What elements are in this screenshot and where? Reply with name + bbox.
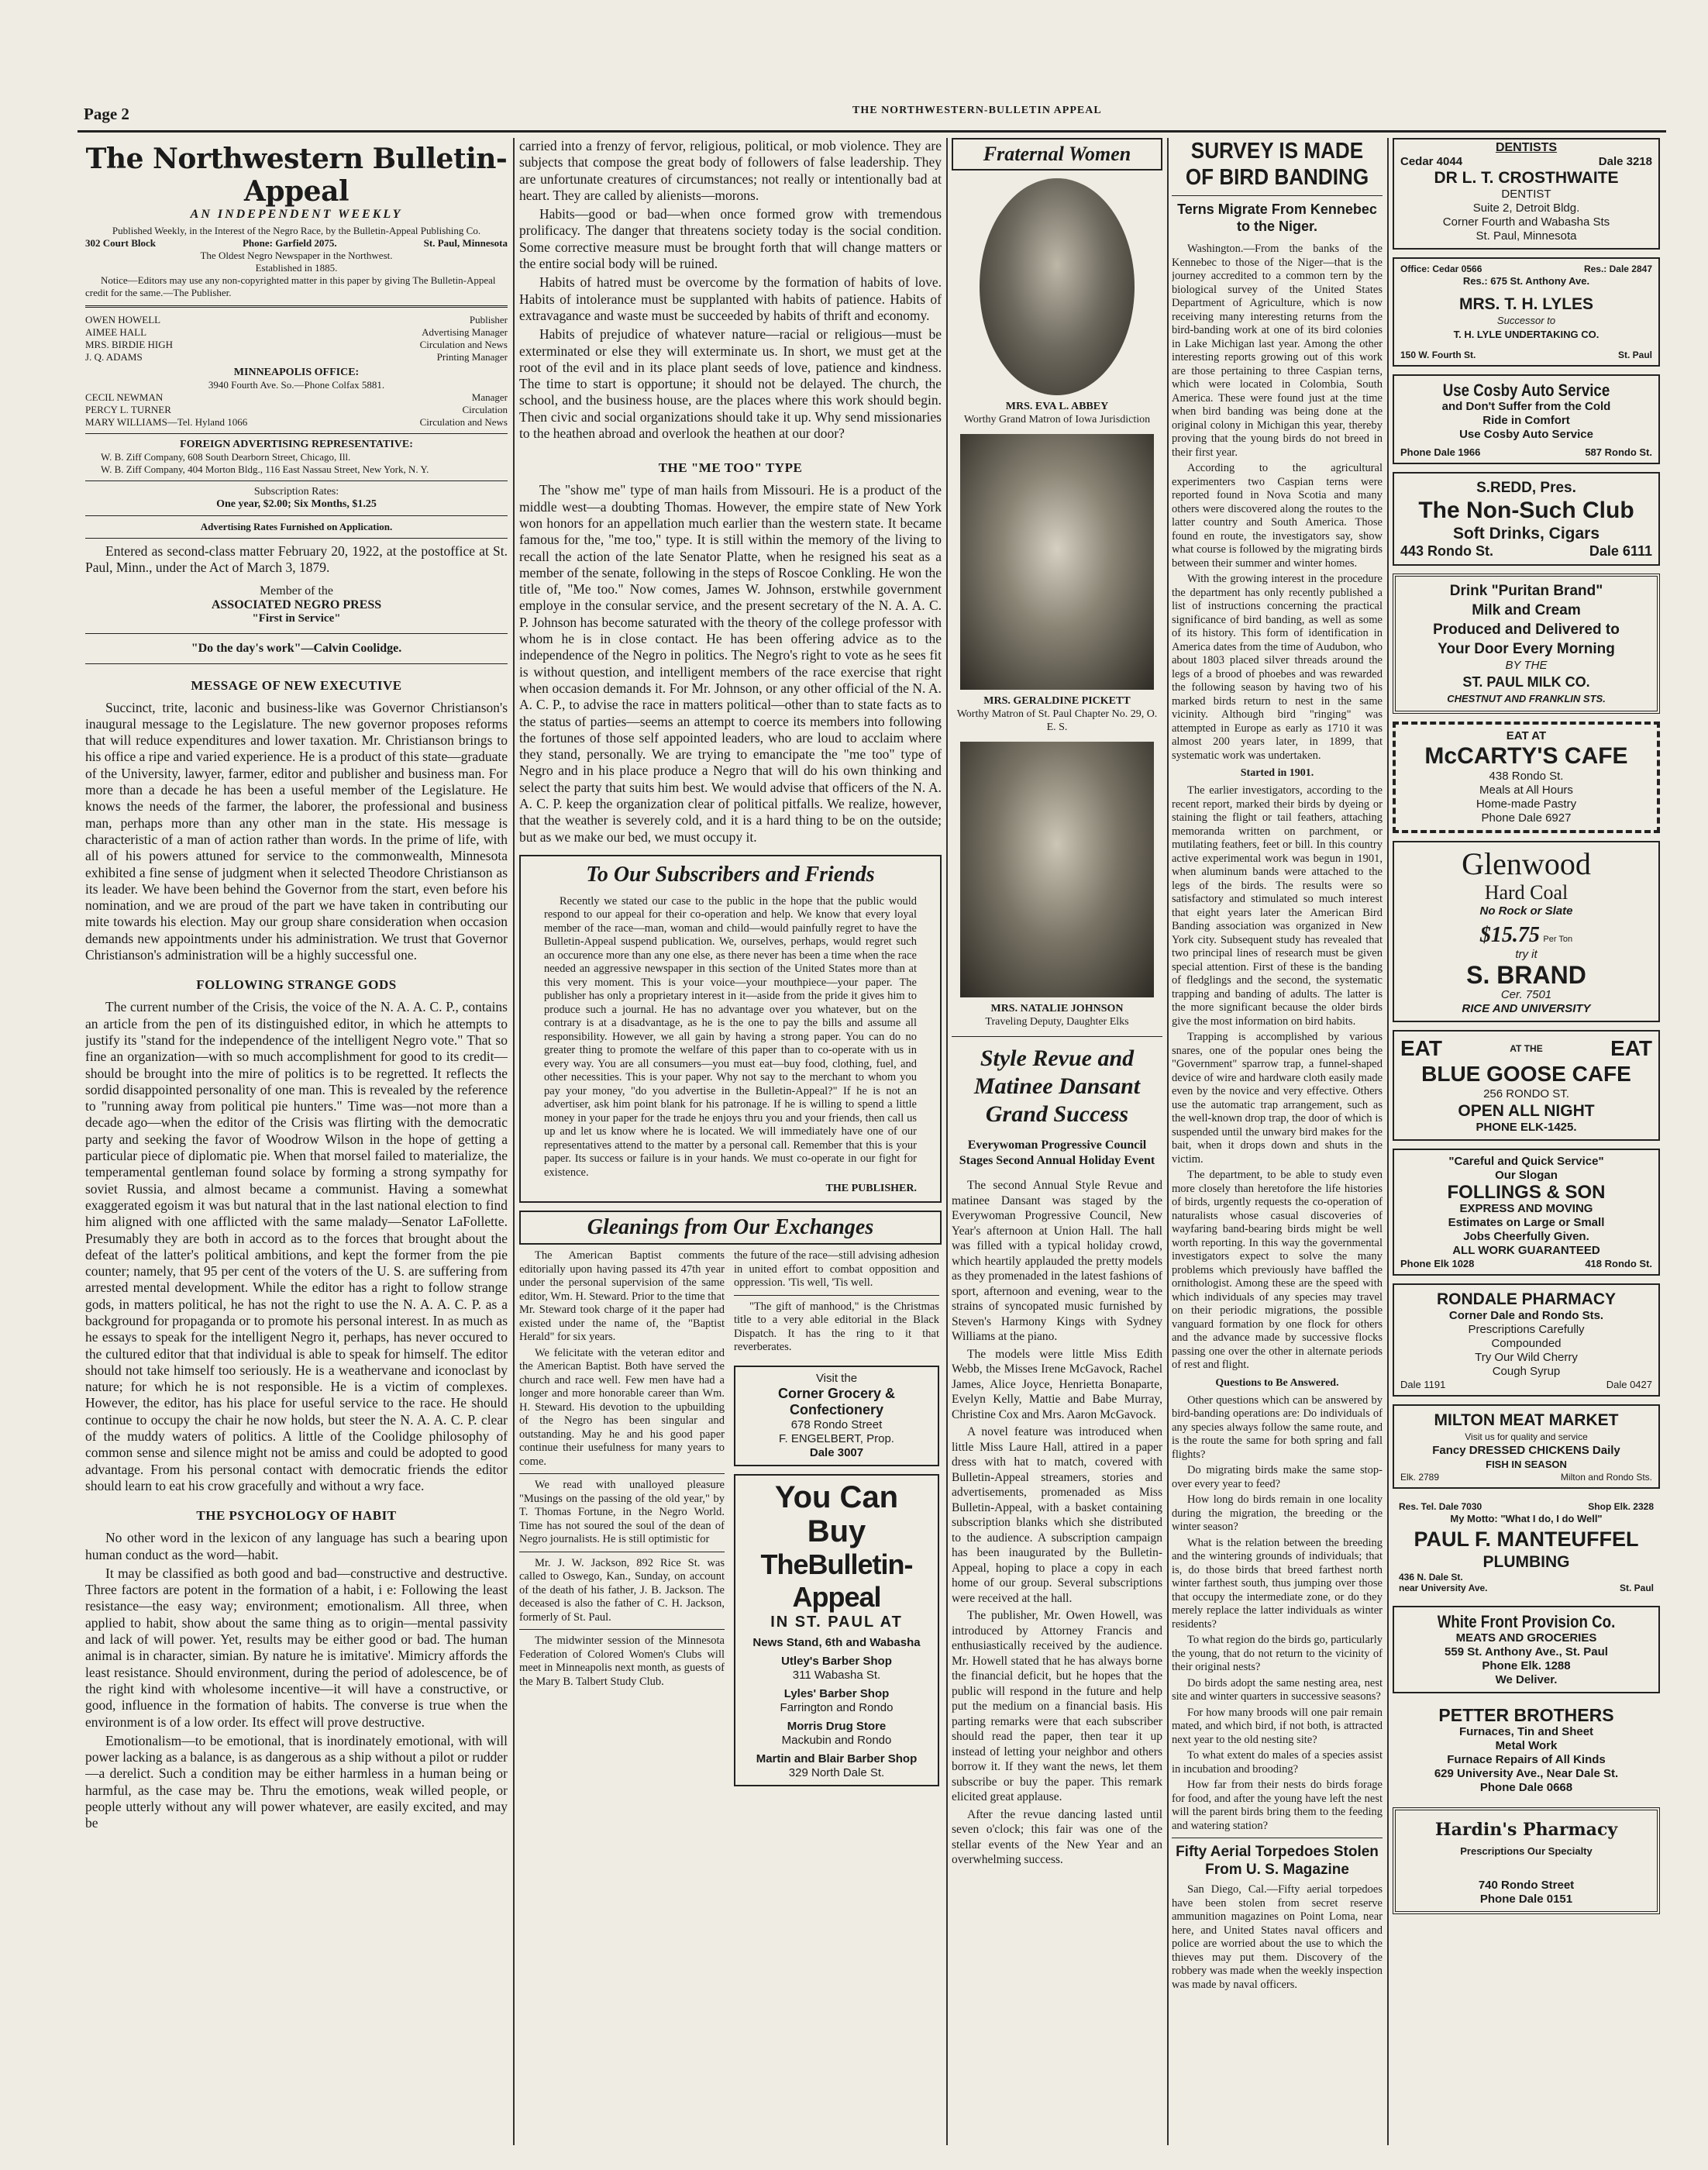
rule: [1172, 195, 1383, 196]
bird-banding-paragraph: How far from their nests do birds forage for food, and after the young have left the nest will the parent birds bring them to the feeding and watering station?: [1172, 1779, 1383, 1832]
minneapolis-address: 3940 Fourth Ave. So.—Phone Colfax 5881.: [208, 379, 385, 391]
foreign-line: W. B. Ziff Company, 608 South Dearborn Street, Chicago, Ill.: [101, 451, 351, 463]
subscribers-signature: THE PUBLISHER.: [825, 1183, 917, 1195]
member-line: Member of the: [259, 584, 334, 598]
editorial-paragraph: The "show me" type of man hails from Missouri. He is a product of the middle west—a doubting Thomas. However, the empire state of New York won honors for an appellation much earlier than the western state. It became famous for the, "me too," type. It is still within the memory of the living to recall the action of the late Senator Platte, when he resigned his seat as a member of the senate, following in the steps of Roscoe Conkling. He won the title of, "Me too." Now comes, James W. Johnson, erstwhile government employe in the consular service, and the present secretary of the N. A. A. C. P. Johnson has become saturated with the theory of the college professor with whom he is in close contact. He has been offering advice as to the independence of the Negro in politics. The Negro's right to vote as he sees fit is without question, and intelligent members of the race exercise that right when occasion demands it. For Mr. Johnson, or any other official of the N. A. A. C. P., to advise the race in matters political—other than to state facts as to the status of parties—seems an attempt to coerce its members into following the fortunes of those self appointed leaders, who are loud to acclaim where they stand, personally. We are trying to emancipate the "me too" type of Negro and in his place produce a Negro that will do his own thinking and select the party that suits him best. We would advise that officers of the N. A. A. C. P. keep the organization clear of political pitfalls. We realize, however, that the weather is severely cold, and it is a hard thing to be on the outside; but as we make our bed, we must occupy it.: [519, 482, 942, 845]
cosby-title: Use Cosby Auto Service: [1442, 381, 1610, 400]
editorial-paragraph: Succinct, trite, laconic and business-like was Governor Christianson's inaugural message to the Legislature. The new governor proposes reforms that will reduce expenditures and lower taxation. Mr. Christianson brings to his office a ripe and varied experience. He is a product of this state—graduate of the University, lawyer, farmer, editor and publisher and business man. For more than a decade he has been a useful member of the Legislature. He knows the needs of the farmer, the laborer, the professional and business man, perhaps more than any other man in the state. His message is characteristic of a man of action rather than words. In the prime of life, with all of his powers attuned for service to the commonwealth, Minnesota exhibited a fine sense of judgment when it selected Theodore Christianson as its leader. We have been behind the Governor from the start, even before his nomination, and we are proud of the part we have taken in contributing our mite towards his election. May our group share consideration when occasion demands new appointments under his administration. We trust that Governor Christianson's administration will be a highly successful one.: [85, 699, 508, 963]
masthead-subtitle: AN INDEPENDENT WEEKLY: [190, 208, 403, 221]
bird-banding-paragraph: With the growing interest in the procedure the department has only recently published a list of instructions concerning the practical significance of bird banding, as well as some of its history. This form of identification in America dates from the time of Audubon, who about 1803 placed silver threads around the legs of a brood of phoebes and was rewarded the following season by having two of his marked birds return to nest in the same vicinity. Although bird "ringing" was attempted in Europe as early as 1710 it was almost 200 years later, in 1899, that systematic work was undertaken.: [1172, 573, 1383, 762]
photo-caption: MRS. GERALDINE PICKETT Worthy Matron of St. Paul Chapter No. 29, O. E. S.: [956, 695, 1158, 733]
buy-line: TheBulletin-Appeal: [760, 1548, 913, 1613]
fraternal-women-box: [952, 138, 1162, 170]
glenwood-coal-ad: Glenwood Hard Coal No Rock or Slate $15.75 Per Ton try it S. BRAND Cer. 7501 RICE AND UNIVERSITY: [1393, 841, 1660, 1022]
buy-line: You Can Buy: [774, 1479, 899, 1548]
bird-banding-subtitle: Terns Migrate From Kennebec to the Niger.: [1177, 202, 1377, 234]
buy-location: 311 Wabasha St.: [792, 1668, 881, 1682]
corner-grocery-ad: Visit the Corner Grocery & Confectionery 678 Rondo Street F. ENGELBERT, Prop. Dale 3007: [734, 1366, 939, 1466]
buy-location: Utley's Barber Shop: [781, 1654, 892, 1668]
running-title: THE NORTHWESTERN-BULLETIN APPEAL: [852, 105, 1102, 116]
staff-row: AIMEE HALL Advertising Manager: [85, 326, 508, 338]
bird-banding-paragraph: The earlier investigators, according to the recent report, marked their birds by dyeing or staining the flight or tail feathers, attaching memoranda written on parchment, or mutilating feathers, feet or bill. In this country active experimental work was begun in 1901, when aluminum bands were attached to the legs of the birds. The results were so satisfactory and stimulated so much interest that eight years later the American Bird Banding association was organized in New York city. Subsequent study has revealed that two principal lines of research must be given special attention. First of these is the banding of fledglings and the second, the systematic trapping and banding of adults. The latter is the more significant because the older birds give the most information on bird habits.: [1172, 784, 1383, 1028]
staff-list: [85, 314, 508, 363]
blue-goose-cafe-ad: EAT AT THE EAT BLUE GOOSE CAFE 256 RONDO ST. OPEN ALL NIGHT PHONE ELK-1425.: [1393, 1030, 1660, 1141]
column-rule: [1387, 138, 1389, 2145]
motto: "Do the day's work"—Calvin Coolidge.: [191, 641, 402, 655]
milk-company: ST. PAUL MILK CO.: [1462, 674, 1590, 690]
dentist-ad: DENTISTS Cedar 4044 Dale 3218 DR L. T. CROSTHWAITE DENTIST Suite 2, Detroit Bldg. Corner Fourth and Wabasha Sts St. Paul, Minnesota: [1393, 138, 1660, 250]
glenwood-price: $15.75: [1479, 923, 1540, 947]
gleaning-item: "The gift of manhood," is the Christmas title to a very able editorial in the Black Dispatch. It has the ring to it that reverberates.: [734, 1300, 939, 1354]
gleaning-item: We read with unalloyed pleasure "Musings on the passing of the old year," by T. Thomas Fortune, in the Negro World. Time has not soured the soul of the dean of Negro journalists. He is still optimistic for: [519, 1479, 725, 1546]
subhead: Questions to Be Answered.: [1215, 1376, 1339, 1389]
torpedoes-title: Fifty Aerial Torpedoes Stolen From U. S. Magazine: [1176, 1844, 1379, 1878]
glenwood-name: Glenwood: [1462, 846, 1591, 881]
style-revue-paragraph: A novel feature was introduced when little Miss Laure Hall, attired in a paper dress with hat to match, covered with Bulletin-Appeal streamers, stories and advertisements, promenaded as Miss Bulletin-Appeal, with a basket containing subscription blanks which she distributed to the audience. A subscription campaign has been inaugurated by the Bulletin-Appeal, hoping to place a copy in each home of our group. Several subscriptions were received at the hall.: [952, 1425, 1162, 1605]
gleaning-item: We felicitate with the veteran editor and the American Baptist. Both have served the church and race well. Few men have had a longer and more honorable career than Wm. H. Steward. His devotion to the upbuilding of the Negro has been singular and outstanding. May he and his good paper continue their usefulness for many years to come.: [519, 1346, 725, 1468]
column-2: [519, 138, 942, 2141]
established: Established in 1885.: [255, 262, 338, 274]
follings-ad: "Careful and Quick Service" Our Slogan FOLLINGS & SON EXPRESS AND MOVING Estimates on Large or Small Jobs Cheerfully Given. ALL WORK GUARANTEED Phone Elk 1028 418 Rondo St.: [1393, 1149, 1660, 1276]
gleanings-columns: [519, 1249, 942, 1794]
nonsuch-club-ad: S.REDD, Pres. The Non-Such Club Soft Drinks, Cigars 443 Rondo St. Dale 6111: [1393, 472, 1660, 566]
style-revue-subtitle: Everywoman Progressive Council Stages Second Annual Holiday Event: [959, 1138, 1155, 1167]
minneapolis-head: MINNEAPOLIS OFFICE:: [233, 367, 360, 378]
gleaning-item: Mr. J. W. Jackson, 892 Rice St. was called to Oswego, Kan., Sunday, on account of the death of his father, J. B. Jackson. The deceased is also the father of C. H. Jackson, formerly of St. Paul.: [519, 1556, 725, 1624]
fraternal-women-title: Fraternal Women: [983, 143, 1131, 165]
advertising-rates: Advertising Rates Furnished on Application.: [200, 521, 393, 532]
staff-row: CECIL NEWMAN Manager: [85, 391, 508, 403]
rule: [519, 1473, 725, 1474]
subscribers-text: Recently we stated our case to the public in the hope that the public would respond to our appeal for their co-operation and help. We know that every loyal member of the race—man, woman and child—would painfully regret to have the Bulletin-Appeal suspend publication. We, ourselves, perhaps, would regret such an occurence more than any one else, as there never has been a time when the race needed an aggressive newspaper in this section of the United States more than at this very moment. This is your voice—your mouthpiece—your paper. The publisher has only a proprietary interest in it—aside from the pride it gives him to produce such a journal. He has no advantage over you whatever, but on the contrary is at a disadvantage, as he is the one to pay the bills and assume all responsibility. However, we all gain by having a strong paper. You can do no greater thing to promote the welfare of this paper than to co-operate with us in every way. You are all consumers—you must eat—buy food, clothing, fuel, and other necessities. This is your paper. Why not say to the merchant to whom you pay your money, "do you advertise in the Bulletin-Appeal?" If he is not an advertiser, ask him point blank for his patronage. If he is willing to spend a little money in your paper for the trade he enjoys thru you and your friends, then call us up and let us know where he is located. We will immediately have one of our representatives attend to the matter by a personal call. Remember that this is your paper. Its success or failure is in your hands. We must co-operate in our fight for existence.: [544, 894, 917, 1179]
buy-location: Mackubin and Rondo: [781, 1733, 892, 1747]
bird-banding-paragraph: Do birds adopt the same nesting area, nest site and winter quarters in successive seasons?: [1172, 1676, 1383, 1703]
entered-notice: Entered as second-class matter February 20, 1922, at the postoffice at St. Paul, Minn., under the Act of March 3, 1879.: [85, 543, 508, 576]
editorial-paragraph: The current number of the Crisis, the voice of the N. A. A. C. P., contains an article from the pen of its distinguished editor, in which he attempts to justify its "stand for the independence of the intelligent Negro vote." That so fine an organization—with so much accomplishment for good to its credit—should be brought into the mire of politics is to be regretted. It reflects the sordid disappointed personality of one man. This is revealed by the reference to "running away from political pie hunters." Time was—not more than a decade ago—when the editor of the Crisis was flirting with the democratic party and seeking the favor of Woodrow Wilson in the hope of getting a particular piece of diplomatic pie. When that morsel failed to materialize, the temperamental gentleman found solace by forming a strong sympathy for soviet Russia, and almost became a communist. Having a somewhat exaggerated egoism it was but natural that in the last national election to find him aligned with one afflicted with the same malady—Senator LaFollette. Presumably they are both in accord as to the forces that brought about the defeat of the latter's political ambitions, and kept the former from the pie counter; namely, that 95 per cent of the voters of the U. S. are suffering from arrested mental development. While the editor has a right to follow strange gods, in matters political, he has not the right to use the N. A. A. C. P. as a background for propaganda or to promote his personal interest. In as much as he essays to speak for the intelligent Negro it, perhaps, has never occured to the cultured editor that that individual is able to speak for himself. The editor should not take himself too seriously. He is a weathervane and iconoclast by nature; for which he is not responsible. He is a victim of complexes. However, the editor, has his place for useful service to the race. He should continue to occupy the chair he now holds, but steer the N. A. A. C. P. clear of the muddy waters of politics. A little of the Coolidge philosophy of common sense and silence might not be amiss and could be adopted to good advantage. From his personal contact with democratic friends the editor should learn to eat his crow gracefully and without a wry face.: [85, 999, 508, 1493]
editorial-paragraph: Habits of prejudice of whatever nature—racial or religious—must be exterminated or else they will exterminate us. In short, we must get at the root of the evil and in its place plant seeds of love, patience and kindness. The time to start is opportune; it should not be delayed. The church, the school, and the business house, are the places where this work should begin. Then civic and social organizations should take it up. Why send missionaries to the heathen abroad and overlook the heathen at our door?: [519, 326, 942, 442]
bird-banding-paragraph: To what region do the birds go, particularly the young, that do not return to the vicinity of their original nests?: [1172, 1634, 1383, 1673]
nonsuch-name: The Non-Such Club: [1418, 498, 1634, 523]
masthead: [85, 143, 508, 299]
rule: [85, 633, 508, 634]
column-4: [1172, 138, 1383, 2141]
manteuffel-ad: Res. Tel. Dale 7030 Shop Elk. 2328 My Motto: "What I do, I do Well" PAUL F. MANTEUFFEL PLUMBING 436 N. Dale St. near University Ave. St. Paul: [1399, 1501, 1654, 1593]
editorial-paragraph: carried into a frenzy of fervor, religious, political, or mob violence. They are subjects that compose the great body of followers of false leadership. They are unfortunate creatures of circumstances; not really or intentionally bad at heart. They are called by alienists—morons.: [519, 138, 942, 203]
petter-name: PETTER BROTHERS: [1438, 1705, 1614, 1725]
bird-banding-paragraph: The department, to be able to study even more closely than heretofore the life histories of birds, urgently requests the co-operation of naturalists whose casual discoveries of wayfaring band-bearing birds might be well worth reporting. In this way the governmental investigators expect to solve the many problems which previously have baffled the ornithologist. Among these are the speed with which individuals of any species may travel on their periodic migrations, the possible vanguard formation by one flock for others and the advance made by successive flocks passing one over the other in alternate periods of rest and flight.: [1172, 1169, 1383, 1371]
bird-banding-paragraph: To what extent do males of a species assist in incubation and brooding?: [1172, 1749, 1383, 1776]
hardins-pharmacy-ad: Hardin's Pharmacy Prescriptions Our Specialty 740 Rondo Street Phone Dale 0151: [1393, 1807, 1660, 1914]
gleanings-box: [519, 1211, 942, 1245]
gleaning-item: the future of the race—still advising adhesion in united effort to combat opposition and oppression. 'Tis well, 'Tis well.: [734, 1249, 939, 1290]
rondale-name: RONDALE PHARMACY: [1437, 1290, 1616, 1308]
buy-location: Lyles' Barber Shop: [783, 1686, 890, 1700]
lyles-ad: Office: Cedar 0566 Res.: Dale 2847 Res.: 675 St. Anthony Ave. MRS. T. H. LYLES Successor to T. H. LYLE UNDERTAKING CO. 150 W. Fourth St. St. Paul: [1393, 257, 1660, 367]
style-revue-title: Style Revue and Matinee Dansant Grand Success: [973, 1045, 1141, 1127]
staff-row: MRS. BIRDIE HIGH Circulation and News: [85, 339, 508, 350]
mccartys-cafe-ad: EAT AT McCARTY'S CAFE 438 Rondo St. Meals at All Hours Home-made Pastry Phone Dale 6927: [1393, 722, 1660, 833]
buy-location: Morris Drug Store: [787, 1719, 887, 1733]
rule: [734, 1295, 939, 1296]
style-revue-paragraph: The models were little Miss Edith Webb, the Misses Irene McGavock, Rachel James, Alice Joyce, Henrietta Bonaparte, Evelyn Kelly, Mattie and Babe Murray, Christine Cox and Mrs. Aaron McGavock.: [952, 1347, 1162, 1421]
style-revue-paragraph: After the revue dancing lasted until seven o'clock; this fair was one of the stellar events of the New Year and an overwhelming success.: [952, 1807, 1162, 1866]
editorial-headline: MESSAGE OF NEW EXECUTIVE: [191, 677, 402, 693]
milton-name: MILTON MEAT MARKET: [1434, 1411, 1619, 1429]
masthead-published: Published Weekly, in the Interest of the Negro Race, by the Bulletin-Appeal Publishing Co.: [112, 225, 481, 236]
portrait-eva-abbey: [980, 178, 1135, 395]
rule: [85, 515, 508, 516]
editorial-paragraph: Habits of hatred must be overcome by the formation of habits of love. Habits of intolerance must be supplanted with habits of patience. Habits of extravagance and waste must be succeeded by habits of thrift and economy.: [519, 274, 942, 323]
bird-banding-paragraph: According to the agricultural experimenters two Caspian terns were reported found in Nova Scotia and many others were discovered along the routes to the latter country and South America. Those found en route, the investigators say, show what course is followed by the migrating birds between their summer and winter homes.: [1172, 462, 1383, 570]
torpedoes-paragraph: San Diego, Cal.—Fifty aerial torpedoes have been stolen from secret reserve ammunition magazines on Point Loma, near here, and United States naval officers and police are worried about the use to which the thieves may put them. Discovery of the robbery was made when the weekly inspection was made by naval officers.: [1172, 1883, 1383, 1991]
editorial-headline: THE PSYCHOLOGY OF HABIT: [196, 1508, 397, 1524]
rule: [85, 663, 508, 664]
page-number: Page 2: [84, 105, 129, 123]
gleanings-title: Gleanings from Our Exchanges: [587, 1215, 874, 1240]
bird-banding-paragraph: How long do birds remain in one locality during the migration, the breeding or the winter season?: [1172, 1493, 1383, 1533]
corner-grocery-name: Corner Grocery & Confectionery: [777, 1385, 896, 1417]
bird-banding-paragraph: Other questions which can be answered by bird-banding operations are: Do individuals of any species always follow the same route, and is the route the same for both spring and fall flights?: [1172, 1393, 1383, 1461]
buy-location: 329 North Dale St.: [788, 1765, 885, 1779]
buy-location: Farrington and Rondo: [780, 1700, 894, 1714]
white-front-ad: White Front Provision Co. MEATS AND GROCERIES 559 St. Anthony Ave., St. Paul Phone Elk. 1288 We Deliver.: [1393, 1606, 1660, 1693]
subscription-head: Subscription Rates:: [253, 486, 339, 498]
gleaning-item: The American Baptist comments editorially upon having passed its 47th year under the personal supervision of the same editor, Wm. H. Steward. Prior to the time that Mr. Steward took charge of it the paper had existed under the name of, the "Baptist Herald" for six years.: [519, 1249, 725, 1344]
gleanings-left: [519, 1249, 725, 1794]
rule: [952, 1036, 1162, 1037]
phone: Phone: Garfield 2075.: [242, 237, 337, 249]
subscription-rates: One year, $2.00; Six Months, $1.25: [216, 498, 377, 510]
style-revue-paragraph: The publisher, Mr. Owen Howell, was introduced by Attorney Francis and enthusiastically received by the audience. Mr. Howell stated that he has always borne the financial deficit, but he hopes that the public will respond in the future and help put the medium on a financial basis. His parting remarks were that each subscriber should read the paper, then tear it up instead of letting your neighbor and others borrow it. If they want the news, let them subscribe or buy the paper. This remark elicited great applause.: [952, 1609, 1162, 1803]
bird-banding-paragraph: Do migrating birds make the same stop-over every year to feed?: [1172, 1464, 1383, 1490]
member-line: "First in Service": [252, 611, 341, 625]
address-right: St. Paul, Minnesota: [423, 237, 508, 249]
editorial-paragraph: Emotionalism—to be emotional, that is inordinately emotional, with will power lacking as a balance, is as dangerous as a ship without a pilot or rudder—a derelict. Such a condition may be either harmless in a human being or harmful, as the case may be. Thru the emotions, weak willed people, or people utterly without any will power whatever, are easily excited, and may be: [85, 1732, 508, 1831]
editorial-paragraph: Habits—good or bad—when once formed grow with tremendous prolificacy. The danger that threatens society today is the social condition. Some corrective measure must be brought forth that will change matters or the entire social body will be ruined.: [519, 206, 942, 272]
gleanings-right: [734, 1249, 939, 1794]
rule: [85, 305, 508, 308]
subscribers-title: To Our Subscribers and Friends: [586, 862, 875, 887]
editorial-headline: FOLLOWING STRANGE GODS: [196, 977, 397, 993]
buy-location: News Stand, 6th and Wabasha: [752, 1635, 921, 1649]
blue-goose-name: BLUE GOOSE CAFE: [1421, 1062, 1631, 1086]
foreign-head: FOREIGN ADVERTISING REPRESENTATIVE:: [180, 439, 413, 450]
hardins-name: Hardin's Pharmacy: [1434, 1820, 1618, 1840]
staff-row: OWEN HOWELL Publisher: [85, 314, 508, 326]
top-rule: [77, 130, 1666, 133]
photo-caption: MRS. NATALIE JOHNSON Traveling Deputy, Daughter Elks: [985, 1003, 1129, 1028]
mccartys-name: McCARTY'S CAFE: [1424, 743, 1628, 769]
dentist-name: DR L. T. CROSTHWAITE: [1434, 169, 1619, 187]
subscribers-box: [519, 855, 942, 1204]
subhead: Started in 1901.: [1240, 767, 1314, 779]
bird-banding-paragraph: Trapping is accomplished by various snares, one of the popular ones being the "Government" sparrow trap, a funnel-shaped device of wire and hardware cloth easily made even by the novice and very effective. Others use the automatic trap arrangement, such as the well-known drop trap, the door of which is suspended until the unwary bird makes for the bait, when it drops down and shuts in the victim.: [1172, 1031, 1383, 1166]
bird-banding-paragraph: Washington.—From the banks of the Kennebec to those of the Niger—that is the journey accredited to a common tern by the biological survey of the United States Department of Agriculture, which is now receiving many interesting returns from the bird-banding work at one of its bird colonies in Lake Michigan last year. Among the other interesting reports growing out of this work are those pertaining to three Caspian terns, which were located in Colombia, South America. These were found just at the time when bird banding was being done at the original colony in Michigan this year, thereby proving that the young birds do not breed in their first year.: [1172, 243, 1383, 459]
lyles-name: MRS. T. H. LYLES: [1458, 295, 1594, 313]
follings-name: FOLLINGS & SON: [1447, 1182, 1606, 1203]
rule: [85, 538, 508, 539]
column-1: [85, 138, 508, 2141]
buy-line: IN ST. PAUL AT: [770, 1613, 903, 1631]
column-5-ads: [1393, 138, 1660, 2141]
staff-row: PERCY L. TURNER Circulation: [85, 404, 508, 415]
white-front-name: White Front Provision Co.: [1437, 1612, 1616, 1631]
bird-banding-title: SURVEY IS MADE OF BIRD BANDING: [1185, 139, 1369, 190]
bulletin-appeal-ad: [734, 1474, 939, 1786]
masthead-title: The Northwestern Bulletin-Appeal: [85, 143, 508, 208]
milton-meat-market-ad: MILTON MEAT MARKET Visit us for quality and service Fancy DRESSED CHICKENS Daily FISH IN SEASON Elk. 2789 Milton and Rondo Sts.: [1393, 1404, 1660, 1489]
photo-caption: MRS. EVA L. ABBEY Worthy Grand Matron of Iowa Jurisdiction: [963, 401, 1151, 425]
portrait-geraldine-pickett: [960, 434, 1154, 690]
column-3: [952, 138, 1162, 2141]
editorial-paragraph: No other word in the lexicon of any language has such a bearing upon human conduct as the word—habit.: [85, 1530, 508, 1562]
rondale-pharmacy-ad: RONDALE PHARMACY Corner Dale and Rondo Sts. Prescriptions Carefully Compounded Try Our Wild Cherry Cough Syrup Dale 1191 Dale 0427: [1393, 1283, 1660, 1397]
buy-location: Martin and Blair Barber Shop: [756, 1752, 918, 1765]
notice: Notice—Editors may use any non-copyrighted matter in this paper by giving The Bulletin-Appeal credit for the same.—The Publisher.: [85, 274, 496, 298]
rule: [85, 480, 508, 481]
gleaning-item: The midwinter session of the Minnesota Federation of Colored Women's Clubs will meet in Minneapolis next month, as guests of the Mary B. Talbert Study Club.: [519, 1634, 725, 1688]
cosby-ad: Use Cosby Auto Service and Don't Suffer from the Cold Ride in Comfort Use Cosby Auto Service Phone Dale 1966 587 Rondo St.: [1393, 374, 1660, 464]
rule: [519, 1629, 725, 1630]
staff-row: J. Q. ADAMS Printing Manager: [85, 351, 508, 363]
staff-row: MARY WILLIAMS—Tel. Hyland 1066 Circulation and News: [85, 416, 508, 428]
oldest-paper: The Oldest Negro Newspaper in the Northwest.: [200, 250, 393, 261]
editorial-paragraph: It may be classified as both good and bad—constructive and destructive. Three factors are potent in the formation of a habit, i e: Following the least resistance—the easy way; environment; emotionalism. All three, when applied to habit, show about the same thing as to origin—mental passivity and lack of will power. Yet, results may be either good or bad. The human animal is in character, simian. By nature he is imitative'. Mimicry affords the least resistance. Should environment, during the period of adolescence, be of the right kind with wholesome incentive—it will have a constructive, or good, influence in the formation of habits. The converse is true when the environment is of a low order. Its effect will prove destructive.: [85, 1565, 508, 1730]
address-left: 302 Court Block: [85, 237, 156, 249]
petter-brothers-ad: PETTER BROTHERS Furnaces, Tin and Sheet Metal Work Furnace Repairs of All Kinds 629 University Ave., Near Dale St. Phone Dale 0668: [1393, 1701, 1660, 1800]
column-rule: [946, 138, 948, 2145]
style-revue-paragraph: The second Annual Style Revue and matinee Dansant was staged by the Everywoman Progressive Council, New Year's afternoon at Union Hall. The hall was filled with a typical holiday crowd, which heartily applauded the pretty models as they promenaded in the latest fashions of sport, afternoon and evening, wear to the strains of syncopated music furnished by Steven's Harmony Kings with Sydney Williams at the piano.: [952, 1179, 1162, 1343]
bird-banding-paragraph: What is the relation between the breeding and the wintering grounds of individuals; that is, do those birds that breed farthest north winter farthest south, thus jumping over those that occupy the intermediate zone, or do they merely replace the latter individuals as winter residents?: [1172, 1536, 1383, 1631]
member-line: ASSOCIATED NEGRO PRESS: [211, 598, 382, 611]
portrait-natalie-johnson: [960, 742, 1154, 997]
column-rule: [513, 138, 515, 2145]
column-rule: [1167, 138, 1169, 2145]
masthead-address-row: [85, 237, 508, 250]
bird-banding-paragraph: For how many broods will one pair remain mated, and which bird, if not both, is attracted next year to the old nesting site?: [1172, 1706, 1383, 1746]
rule: [85, 433, 508, 434]
manteuffel-name: PAUL F. MANTEUFFEL: [1414, 1528, 1639, 1551]
foreign-line: W. B. Ziff Company, 404 Morton Bldg., 116 East Nassau Street, New York, N. Y.: [101, 463, 429, 475]
milk-ad: Drink "Puritan Brand" Milk and Cream Produced and Delivered to Your Door Every Morning BY THE ST. PAUL MILK CO. CHESTNUT AND FRANKLIN STS.: [1393, 574, 1660, 714]
editorial-headline: THE "ME TOO" TYPE: [658, 460, 803, 476]
